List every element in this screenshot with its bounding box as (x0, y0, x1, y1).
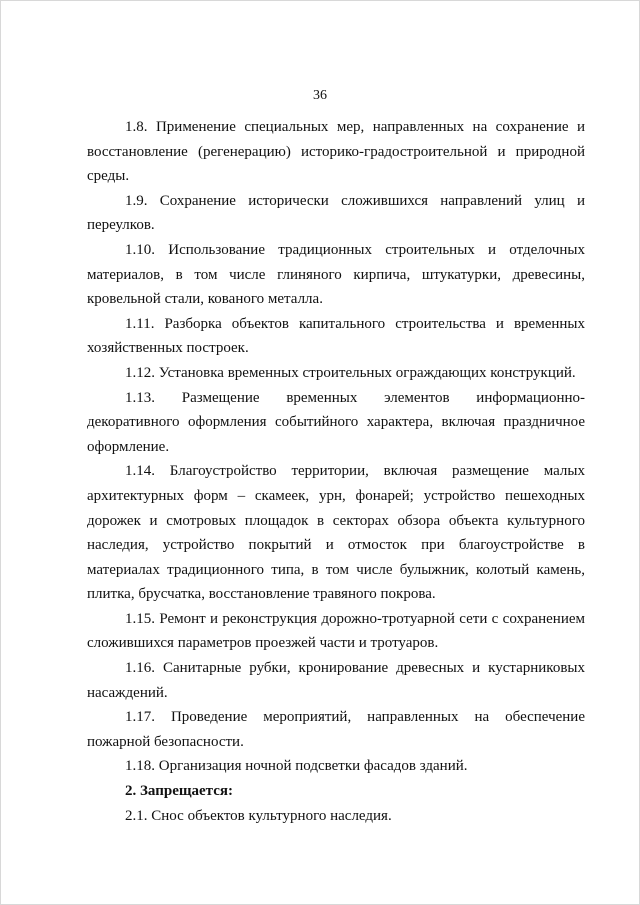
paragraph-1-12: 1.12. Установка временных строительных ограждающих конструкций. (125, 364, 576, 381)
document-body (87, 115, 585, 828)
paragraph-1-11: 1.11. Разборка объектов капитального строительства и временных хозяйственных построек. (87, 315, 585, 357)
paragraph-1-16: 1.16. Санитарные рубки, кронирование древесных и кустарниковых насаждений. (87, 660, 585, 701)
paragraph-1-18: 1.18. Организация ночной подсветки фасадов зданий. (125, 758, 468, 775)
paragraph-2-1: 2.1. Снос объектов культурного наследия. (125, 807, 392, 824)
paragraph-1-15: 1.15. Ремонт и реконструкция дорожно-тротуарной сети с сохранением сложившихся параметров проезжей части и тротуаров. (87, 610, 585, 652)
section-2-heading: 2. Запрещается: (125, 783, 234, 800)
paragraph-1-17: 1.17. Проведение мероприятий, направленных на обеспечение пожарной безопасности. (87, 709, 585, 750)
paragraph-1-9: 1.9. Сохранение исторически сложившихся направлений улиц и переулков. (87, 192, 585, 234)
page-number: 36 (313, 88, 327, 103)
paragraph-1-13: 1.13. Размещение временных элементов информационно-декоративного оформления событийного характера, включая праздничное оформление. (87, 389, 585, 455)
paragraph-1-8: 1.8. Применение специальных мер, направленных на сохранение и восстановление (регенерацию) историко-градостроительной и природной среды. (87, 119, 585, 185)
paragraph-1-14: 1.14. Благоустройство территории, включая размещение малых архитектурных форм – скамеек, урн, фонарей; устройство пешеходных дорожек и смотровых площадок в секторах обзора объекта культурного наследия, устройство покрытий и отмосток при благоустройстве в материалах традиционного типа, в том числе булыжник, колотый камень, плитка, брусчатка, восстановление травяного покрова. (87, 463, 585, 603)
paragraph-1-10: 1.10. Использование традиционных строительных и отделочных материалов, в том числе глиняного кирпича, штукатурки, древесины, кровельной стали, кованого металла. (87, 241, 585, 308)
